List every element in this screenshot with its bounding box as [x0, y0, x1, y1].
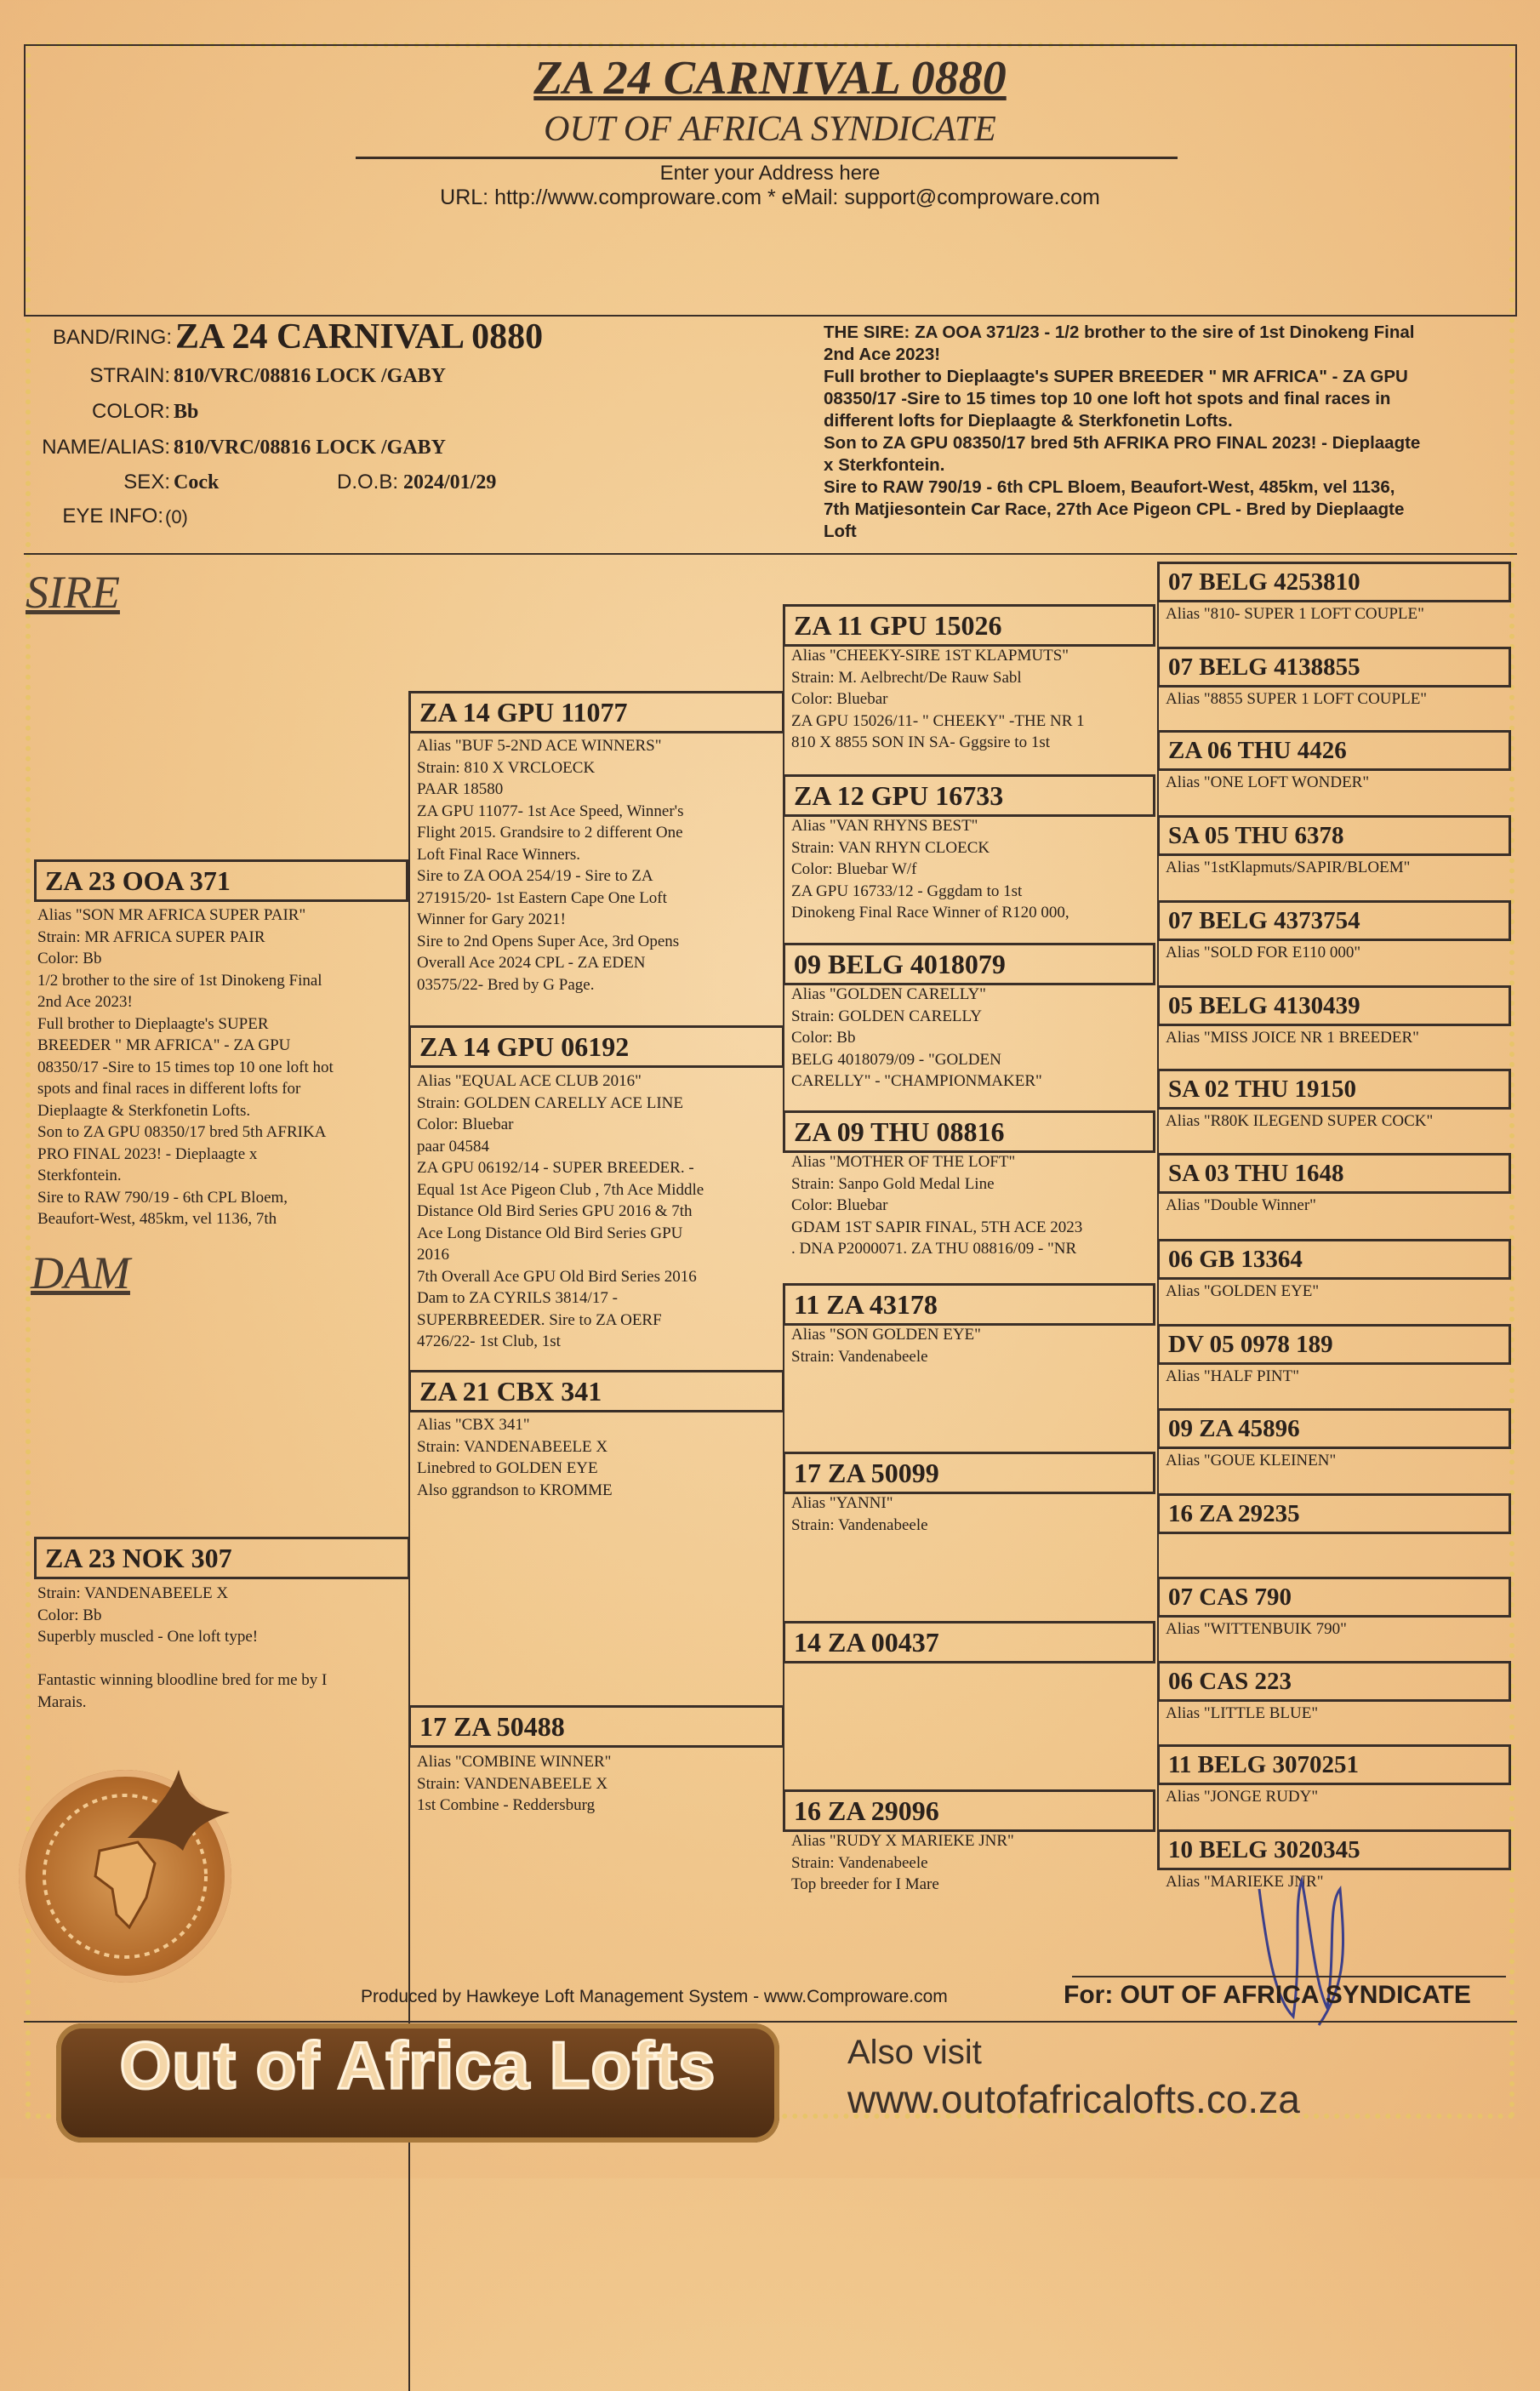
gen1-dam-details — [37, 1583, 327, 1713]
address-line: Enter your Address here — [659, 162, 881, 185]
pedigree-text-line: SUPERBREEDER. Sire to ZA OERF — [417, 1310, 662, 1329]
sire-summary-line: THE SIRE: ZA OOA 371/23 - 1/2 brother to the sire of 1st Dinokeng Final — [824, 322, 1415, 342]
pedigree-text-line: Alias "VAN RHYNS BEST" — [791, 817, 978, 835]
footer-divider — [24, 2021, 1517, 2023]
tree-connector — [783, 1302, 784, 1808]
gen4-ring: 10 BELG 3020345 — [1157, 1829, 1511, 1870]
pedigree-text-line: Marais. — [37, 1692, 87, 1711]
pedigree-text-line: Alias "EQUAL ACE CLUB 2016" — [417, 1072, 642, 1090]
bird-silhouette-icon — [119, 1761, 238, 1855]
pedigree-text-line: Superbly muscled - One loft type! — [37, 1628, 259, 1646]
gen3-details — [791, 1830, 1014, 1896]
pedigree-text-line: BREEDER " MR AFRICA" - ZA GPU — [37, 1036, 291, 1054]
pedigree-text-line: Alias "MOTHER OF THE LOFT" — [791, 1153, 1016, 1171]
tree-connector — [408, 712, 410, 1729]
pedigree-text-line: Son to ZA GPU 08350/17 bred 5th AFRIKA — [37, 1123, 327, 1141]
pedigree-text-line: Alias "SON GOLDEN EYE" — [791, 1326, 981, 1344]
gen4-alias: Alias "8855 SUPER 1 LOFT COUPLE" — [1166, 690, 1428, 708]
pedigree-text-line: Color: Bluebar — [791, 1196, 888, 1214]
pedigree-text-line: Full brother to Dieplaagte's SUPER — [37, 1014, 269, 1033]
pedigree-text-line: Strain: Sanpo Gold Medal Line — [791, 1174, 995, 1193]
pedigree-text-line: Flight 2015. Grandsire to 2 different One — [417, 824, 683, 842]
pedigree-text-line: Color: Bluebar W/f — [791, 860, 917, 878]
pedigree-text-line: Equal 1st Ace Pigeon Club , 7th Ace Middle — [417, 1180, 704, 1199]
pedigree-text-line: Beaufort-West, 485km, vel 1136, 7th — [37, 1210, 277, 1228]
pedigree-text-line: 03575/22- Bred by G Page. — [417, 975, 595, 994]
gen2-ring: 17 ZA 50488 — [408, 1705, 784, 1748]
signature-rule — [1072, 1976, 1506, 1977]
gen4-alias: Alias "810- SUPER 1 LOFT COUPLE" — [1166, 605, 1424, 623]
pedigree-text-line: ZA GPU 15026/11- " CHEEKY" -THE NR 1 — [791, 711, 1085, 730]
gen2-details — [417, 1070, 704, 1353]
pedigree-text-line: Color: Bb — [791, 1029, 856, 1047]
pedigree-text-line: Sire to ZA OOA 254/19 - Sire to ZA — [417, 867, 653, 885]
sire-summary-line: 2nd Ace 2023! — [824, 345, 941, 364]
also-visit: Also visit — [847, 2034, 982, 2071]
gen4-alias: Alias "GOUE KLEINEN" — [1166, 1452, 1337, 1469]
pedigree-text-line: Overall Ace 2024 CPL - ZA EDEN — [417, 954, 646, 972]
strain-label: STRAIN: — [89, 364, 170, 387]
pedigree-text-line: PAAR 18580 — [417, 780, 504, 798]
gen3-details — [791, 1492, 928, 1536]
pedigree-text-line: 810 X 8855 SON IN SA- Gggsire to 1st — [791, 733, 1050, 751]
gen3-ring: 17 ZA 50099 — [783, 1452, 1155, 1494]
gen4-ring: 07 CAS 790 — [1157, 1577, 1511, 1618]
pedigree-text-line: Alias "GOLDEN CARELLY" — [791, 985, 986, 1003]
gen4-ring: SA 03 THU 1648 — [1157, 1153, 1511, 1194]
gen2-ring: ZA 14 GPU 11077 — [408, 691, 784, 733]
dam-section-label: DAM — [31, 1247, 130, 1298]
for-owner: For: OUT OF AFRICA SYNDICATE — [1064, 1981, 1471, 2009]
gen4-alias: Alias "WITTENBUIK 790" — [1166, 1620, 1347, 1638]
title-rule — [356, 157, 1178, 159]
gen4-alias: Alias "ONE LOFT WONDER" — [1166, 773, 1370, 791]
gen3-ring: 09 BELG 4018079 — [783, 943, 1155, 985]
pedigree-text-line — [37, 1648, 327, 1670]
pedigree-text-line: Strain: GOLDEN CARELLY ACE LINE — [417, 1093, 683, 1112]
gen4-ring: 06 GB 13364 — [1157, 1239, 1511, 1280]
band-label: BAND/RING: — [52, 326, 172, 349]
sire-summary-line: different lofts for Dieplaagte & Sterkfonetin Lofts. — [824, 411, 1233, 431]
pedigree-text-line: Strain: Vandenabeele — [791, 1347, 928, 1366]
pedigree-text-line: Ace Long Distance Old Bird Series GPU — [417, 1224, 683, 1242]
band-value: ZA 24 CARNIVAL 0880 — [175, 317, 544, 357]
dob-value: 2024/01/29 — [403, 471, 497, 494]
gen3-ring: ZA 12 GPU 16733 — [783, 774, 1155, 817]
gen3-ring: 14 ZA 00437 — [783, 1621, 1155, 1663]
tree-connector — [1157, 581, 1159, 1851]
gen2-ring: ZA 21 CBX 341 — [408, 1370, 784, 1412]
pedigree-text-line: 1st Combine - Reddersburg — [417, 1796, 596, 1814]
gen4-ring: ZA 06 THU 4426 — [1157, 730, 1511, 771]
pedigree-text-line: Color: Bb — [37, 950, 102, 967]
pedigree-text-line: 08350/17 -Sire to 15 times top 10 one loft hot — [37, 1058, 334, 1076]
pedigree-text-line: Alias "RUDY X MARIEKE JNR" — [791, 1832, 1014, 1850]
gen4-alias: Alias "MARIEKE JNR" — [1166, 1873, 1324, 1891]
sire-summary-line: Son to ZA GPU 08350/17 bred 5th AFRIKA PRO FINAL 2023! - Dieplaagte — [824, 433, 1421, 453]
sire-summary-line: Full brother to Dieplaagte's SUPER BREEDER " MR AFRICA" - ZA GPU — [824, 367, 1408, 386]
pedigree-text-line: 271915/20- 1st Eastern Cape One Loft — [417, 888, 667, 907]
pedigree-text-line: Alias "YANNI" — [791, 1494, 893, 1512]
pedigree-text-line: Strain: VANDENABEELE X — [417, 1437, 608, 1456]
pedigree-text-line: PRO FINAL 2023! - Dieplaagte x — [37, 1144, 258, 1163]
pedigree-text-line: 2016 — [417, 1246, 449, 1264]
name-value: 810/VRC/08816 LOCK /GABY — [174, 437, 447, 459]
pedigree-text-line: Also ggrandson to KROMME — [417, 1481, 613, 1499]
pedigree-text-line: spots and final races in different lofts for — [37, 1080, 301, 1098]
gen1-sire-details — [37, 904, 334, 1230]
pedigree-text-line: Strain: M. Aelbrecht/De Rauw Sabl — [791, 668, 1022, 687]
pedigree-text-line: ZA GPU 06192/14 - SUPER BREEDER. - — [417, 1159, 694, 1177]
gen3-details — [791, 645, 1085, 754]
pedigree-text-line: Winner for Gary 2021! — [417, 910, 566, 928]
sex-label: SEX: — [123, 471, 170, 494]
eye-value: (0) — [165, 506, 188, 528]
gen4-ring: 09 ZA 45896 — [1157, 1408, 1511, 1449]
pedigree-text-line: GDAM 1ST SAPIR FINAL, 5TH ACE 2023 — [791, 1218, 1083, 1236]
gen4-alias: Alias "HALF PINT" — [1166, 1367, 1299, 1385]
gen4-ring: DV 05 0978 189 — [1157, 1324, 1511, 1365]
tree-connector — [783, 624, 784, 1130]
pedigree-text-line: Dam to ZA CYRILS 3814/17 - — [417, 1289, 618, 1307]
pedigree-text-line: CARELLY" - "CHAMPIONMAKER" — [791, 1072, 1042, 1090]
sire-summary-line: x Sterkfontein. — [824, 455, 945, 475]
pedigree-text-line: Strain: GOLDEN CARELLY — [791, 1007, 982, 1025]
pedigree-text-line: Strain: VAN RHYN CLOECK — [791, 838, 990, 857]
gen4-ring: 07 BELG 4373754 — [1157, 900, 1511, 941]
sex-value: Cock — [174, 471, 220, 494]
pedigree-text-line: Alias "COMBINE WINNER" — [417, 1753, 612, 1771]
pedigree-text-line: ZA GPU 11077- 1st Ace Speed, Winner's — [417, 802, 684, 820]
pedigree-text-line: Alias "SON MR AFRICA SUPER PAIR" — [37, 906, 306, 924]
gen4-alias: Alias "SOLD FOR E110 000" — [1166, 944, 1361, 962]
pedigree-text-line: Color: Bluebar — [791, 690, 888, 708]
gen4-alias: Alias "GOLDEN EYE" — [1166, 1282, 1320, 1300]
gen4-ring: SA 05 THU 6378 — [1157, 815, 1511, 856]
gen2-details — [417, 735, 684, 996]
pedigree-text-line: 1/2 brother to the sire of 1st Dinokeng Final — [37, 971, 322, 990]
pedigree-text-line: Linebred to GOLDEN EYE — [417, 1459, 598, 1477]
gen3-details — [791, 815, 1069, 924]
gen4-alias: Alias "JONGE RUDY" — [1166, 1788, 1319, 1806]
gen3-details — [791, 1151, 1082, 1260]
sire-section-label: SIRE — [26, 567, 120, 618]
pedigree-text-line: Strain: Vandenabeele — [791, 1515, 928, 1534]
gen2-details — [417, 1751, 611, 1817]
pedigree-text-line: paar 04584 — [417, 1137, 489, 1156]
pedigree-text-line: Alias "BUF 5-2ND ACE WINNERS" — [417, 737, 662, 755]
pedigree-text-line: Strain: VANDENABEELE X — [37, 1584, 229, 1602]
eye-label: EYE INFO: — [62, 505, 163, 528]
gen4-alias: Alias "LITTLE BLUE" — [1166, 1704, 1319, 1722]
pedigree-text-line: Distance Old Bird Series GPU 2016 & 7th — [417, 1202, 693, 1220]
gen2-ring: ZA 14 GPU 06192 — [408, 1025, 784, 1068]
pedigree-text-line: Dieplaagte & Sterkfonetin Lofts. — [37, 1101, 251, 1120]
gen4-alias: Alias "Double Winner" — [1166, 1196, 1316, 1214]
pedigree-text-line: 2nd Ace 2023! — [37, 993, 133, 1011]
strain-value: 810/VRC/08816 LOCK /GABY — [174, 365, 447, 387]
pedigree-text-line: Strain: MR AFRICA SUPER PAIR — [37, 927, 265, 946]
pedigree-text-line: Alias "CHEEKY-SIRE 1ST KLAPMUTS" — [791, 647, 1069, 665]
sire-summary-line: 08350/17 -Sire to 15 times top 10 one loft hot spots and final races in — [824, 389, 1391, 408]
gen4-alias: Alias "MISS JOICE NR 1 BREEDER" — [1166, 1029, 1419, 1047]
gen4-ring: 06 CAS 223 — [1157, 1661, 1511, 1702]
footer-banner-text: Out of Africa Lofts — [119, 2028, 716, 2103]
gen3-details — [791, 984, 1042, 1093]
syndicate-name: OUT OF AFRICA SYNDICATE — [544, 110, 996, 149]
dob-label: D.O.B: — [336, 471, 398, 494]
gen2-details — [417, 1414, 613, 1501]
pedigree-text-line: Top breeder for I Mare — [791, 1875, 939, 1893]
gen4-ring: 05 BELG 4130439 — [1157, 985, 1511, 1026]
pedigree-text-line: Color: Bluebar — [417, 1116, 514, 1133]
pedigree-title: ZA 24 CARNIVAL 0880 — [533, 52, 1007, 105]
pedigree-text-line: 7th Overall Ace GPU Old Bird Series 2016 — [417, 1267, 697, 1286]
gen3-details — [791, 1324, 981, 1367]
sire-summary — [824, 322, 1489, 543]
pedigree-text-line: Sterkfontein. — [37, 1167, 122, 1184]
gen3-ring: 11 ZA 43178 — [783, 1283, 1155, 1326]
pedigree-text-line: Sire to RAW 790/19 - 6th CPL Bloem, — [37, 1188, 288, 1207]
gen1-dam-ring: ZA 23 NOK 307 — [34, 1537, 410, 1579]
pedigree-text-line: Color: Bb — [37, 1606, 102, 1624]
pedigree-text-line: Strain: VANDENABEELE X — [417, 1774, 608, 1793]
pedigree-text-line: Loft Final Race Winners. — [417, 845, 581, 864]
gen4-ring: SA 02 THU 19150 — [1157, 1069, 1511, 1110]
pedigree-text-line: Dinokeng Final Race Winner of R120 000, — [791, 904, 1069, 922]
sire-summary-line: 7th Matjiesontein Car Race, 27th Ace Pigeon CPL - Bred by Dieplaagte — [824, 499, 1405, 519]
pedigree-text-line: Strain: Vandenabeele — [791, 1853, 928, 1872]
gen4-alias: Alias "R80K ILEGEND SUPER COCK" — [1166, 1112, 1434, 1130]
sire-summary-line: Loft — [824, 522, 857, 541]
pedigree-text-line: Strain: 810 X VRCLOECK — [417, 758, 596, 777]
gen4-ring: 11 BELG 3070251 — [1157, 1744, 1511, 1785]
divider — [24, 553, 1517, 555]
website-link[interactable]: www.outofafricalofts.co.za — [847, 2077, 1300, 2121]
color-label: COLOR: — [91, 400, 170, 423]
pedigree-text-line: Fantastic winning bloodline bred for me by I — [37, 1671, 328, 1689]
gen3-ring: ZA 11 GPU 15026 — [783, 604, 1155, 647]
gen4-alias: Alias "1stKlapmuts/SAPIR/BLOEM" — [1166, 859, 1411, 876]
produced-by: Produced by Hawkeye Loft Management System - www.Comproware.com — [361, 1987, 948, 2006]
color-value: Bb — [174, 401, 199, 423]
contact-line: URL: http://www.comproware.com * eMail: support@comproware.com — [440, 185, 1100, 209]
sire-summary-line: Sire to RAW 790/19 - 6th CPL Bloem, Beaufort-West, 485km, vel 1136, — [824, 477, 1395, 497]
pedigree-text-line: . DNA P2000071. ZA THU 08816/09 - "NR — [791, 1240, 1077, 1258]
gen3-ring: 16 ZA 29096 — [783, 1789, 1155, 1832]
pedigree-text-line: BELG 4018079/09 - "GOLDEN — [791, 1050, 1001, 1069]
name-label: NAME/ALIAS: — [42, 436, 170, 459]
gen1-sire-ring: ZA 23 OOA 371 — [34, 859, 408, 902]
pedigree-text-line: Sire to 2nd Opens Super Ace, 3rd Opens — [417, 932, 680, 950]
pedigree-text-line: Alias "CBX 341" — [417, 1416, 530, 1434]
gen3-ring: ZA 09 THU 08816 — [783, 1110, 1155, 1153]
gen4-ring: 16 ZA 29235 — [1157, 1493, 1511, 1534]
gen4-ring: 07 BELG 4138855 — [1157, 647, 1511, 688]
pedigree-text-line: ZA GPU 16733/12 - Gggdam to 1st — [791, 882, 1023, 900]
gen4-ring: 07 BELG 4253810 — [1157, 562, 1511, 602]
pedigree-text-line: 4726/22- 1st Club, 1st — [417, 1332, 561, 1350]
